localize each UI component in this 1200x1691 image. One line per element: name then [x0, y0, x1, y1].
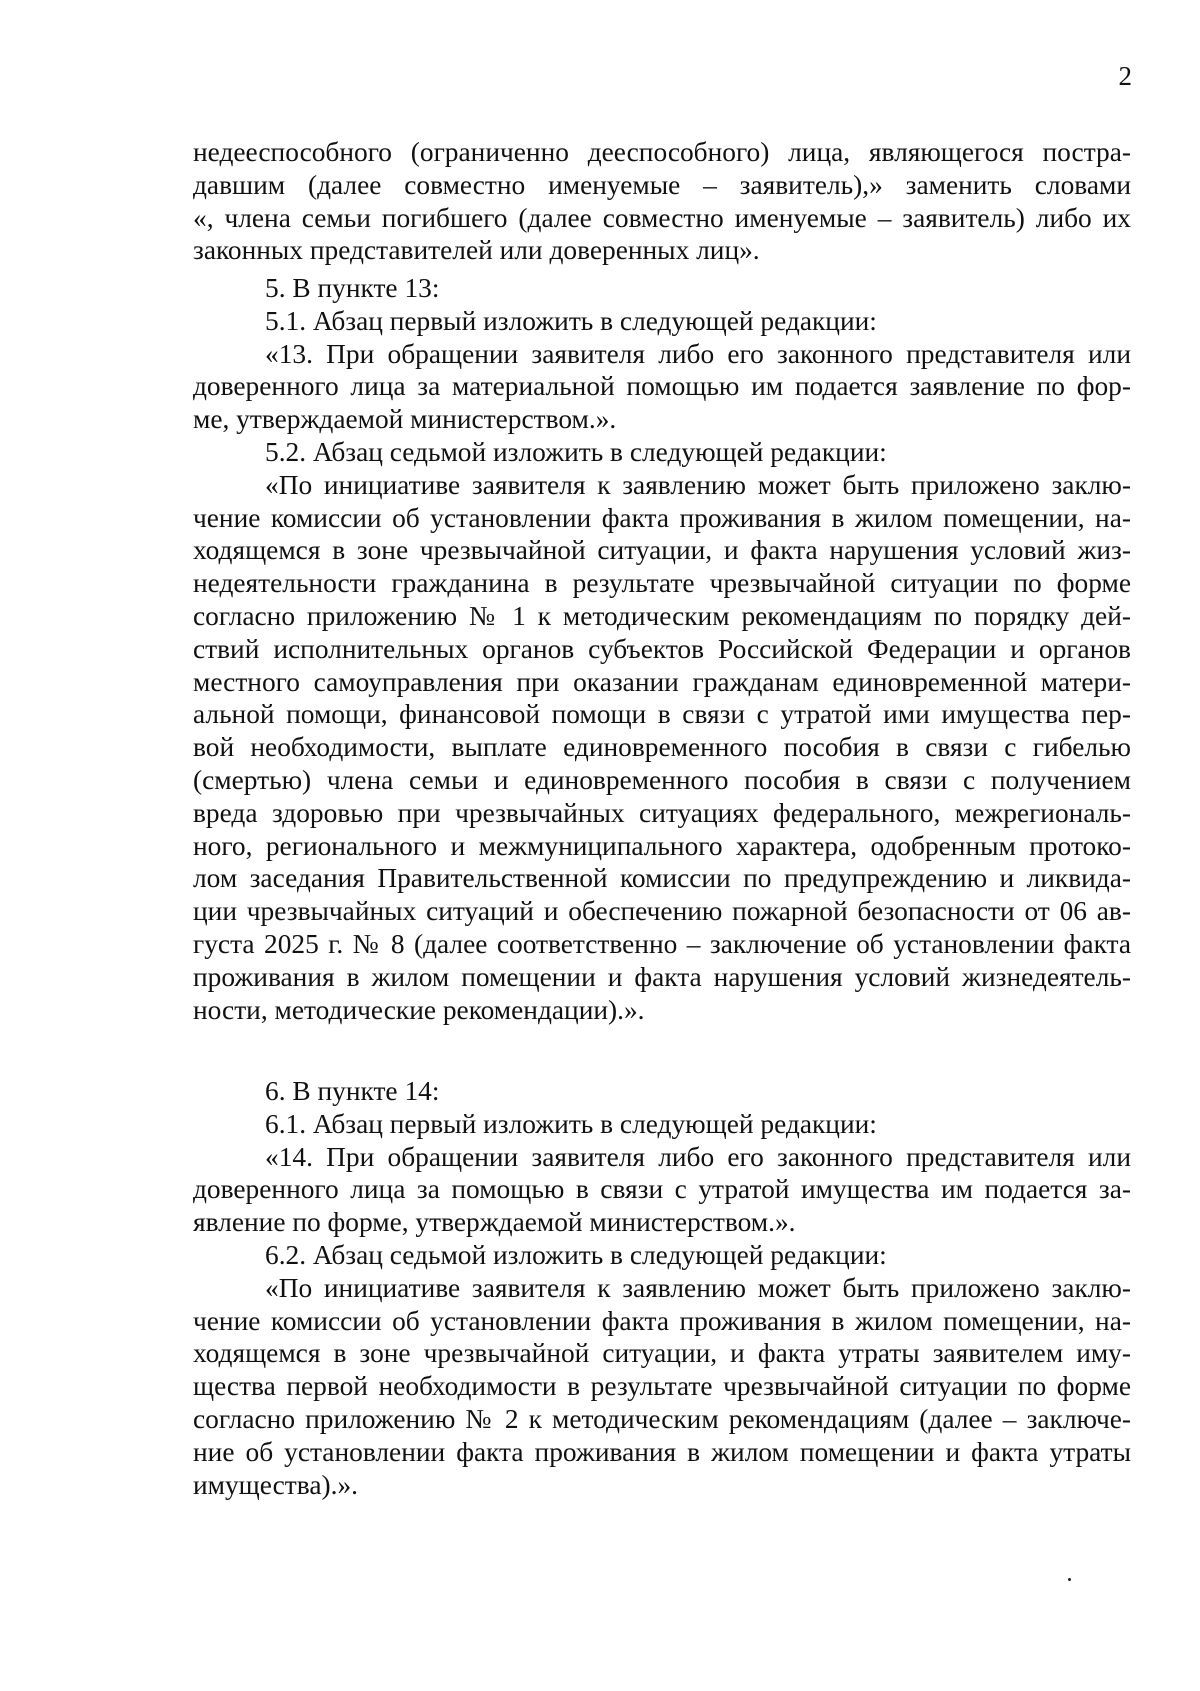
scan-speck: [1068, 1578, 1071, 1581]
text-line: ного, регионального и межмуниципального характера, одобренным протоко-: [193, 830, 1131, 861]
text-line: лом заседания Правительственной комиссии по предупреждению и ликвида-: [193, 863, 1131, 894]
text-line: давшим (далее совместно именуемые – заявитель),» заменить словами: [193, 169, 1131, 200]
text-line: недеятельности гражданина в результате чрезвычайной ситуации по форме: [193, 568, 1131, 599]
text-line: 5. В пункте 13:: [265, 273, 440, 303]
text-line: недееспособного (ограниченно дееспособного) лица, являющегося постра-: [193, 137, 1131, 167]
text-line: вреда здоровью при чрезвычайных ситуациях федерального, межрегиональ-: [193, 797, 1131, 828]
text-line: согласно приложению № 1 к методическим рекомендациям по порядку дей-: [193, 600, 1131, 631]
text-line: ствий исполнительных органов субъектов Российской Федерации и органов: [193, 633, 1131, 664]
text-line: проживания в жилом помещении и факта нарушения условий жизнедеятель-: [193, 961, 1131, 992]
text-line: 5.1. Абзац первый изложить в следующей редакции:: [265, 305, 877, 336]
text-line: «По инициативе заявителя к заявлению может быть приложено заклю-: [265, 1272, 1131, 1303]
text-line: «14. При обращении заявителя либо его законного представителя или: [265, 1141, 1131, 1172]
text-line: местного самоуправления при оказании гражданам единовременной матери-: [193, 666, 1131, 697]
text-line: «По инициативе заявителя к заявлению может быть приложено заклю-: [265, 469, 1131, 500]
text-line: имущества).».: [193, 1469, 358, 1500]
text-line: ме, утверждаемой министерством.».: [193, 404, 617, 435]
text-line: доверенного лица за материальной помощью им подается заявление по фор-: [193, 371, 1131, 402]
text-line: ности, методические рекомендации).».: [193, 994, 645, 1025]
text-line: альной помощи, финансовой помощи в связи с утратой ими имущества пер-: [193, 699, 1131, 730]
text-line: ции чрезвычайных ситуаций и обеспечению пожарной безопасности от 06 ав-: [193, 896, 1131, 927]
paragraph-block-continuation: [193, 136, 1131, 267]
text-line: щества первой необходимости в результате чрезвычайной ситуации по форме: [193, 1371, 1131, 1402]
text-line: 5.2. Абзац седьмой изложить в следующей редакции:: [265, 436, 887, 467]
text-line: ние об установлении факта проживания в жилом помещении и факта утраты: [193, 1436, 1131, 1467]
text-line: 6. В пункте 14:: [265, 1076, 440, 1106]
page-number: 2: [1118, 61, 1132, 91]
text-line: густа 2025 г. № 8 (далее соответственно – заключение об установлении факта: [193, 928, 1131, 959]
paragraph-block-item-6: [193, 1075, 1131, 1501]
text-line: «13. При обращении заявителя либо его законного представителя или: [265, 338, 1131, 369]
text-line: (смертью) члена семьи и единовременного пособия в связи с получением: [193, 764, 1131, 795]
text-line: чение комиссии об установлении факта проживания в жилом помещении, на-: [193, 502, 1131, 533]
text-line: согласно приложению № 2 к методическим рекомендациям (далее – заключе-: [193, 1403, 1131, 1434]
text-line: законных представителей или доверенных лиц».: [193, 235, 760, 266]
text-line: ходящемся в зоне чрезвычайной ситуации, и факта нарушения условий жиз-: [193, 535, 1131, 566]
text-line: ходящемся в зоне чрезвычайной ситуации, и факта утраты заявителем иму-: [193, 1338, 1131, 1369]
text-line: 6.1. Абзац первый изложить в следующей редакции:: [265, 1108, 877, 1139]
text-line: доверенного лица за помощью в связи с утратой имущества им подается за-: [193, 1174, 1131, 1205]
text-line: чение комиссии об установлении факта проживания в жилом помещении, на-: [193, 1305, 1131, 1336]
text-line: явление по форме, утверждаемой министерством.».: [193, 1207, 796, 1238]
paragraph-block-item-5: [193, 272, 1131, 1026]
text-line: «, члена семьи погибшего (далее совместно именуемые – заявитель) либо их: [193, 202, 1131, 233]
text-line: вой необходимости, выплате единовременного пособия в связи с гибелью: [193, 732, 1131, 763]
text-line: 6.2. Абзац седьмой изложить в следующей редакции:: [265, 1239, 887, 1270]
